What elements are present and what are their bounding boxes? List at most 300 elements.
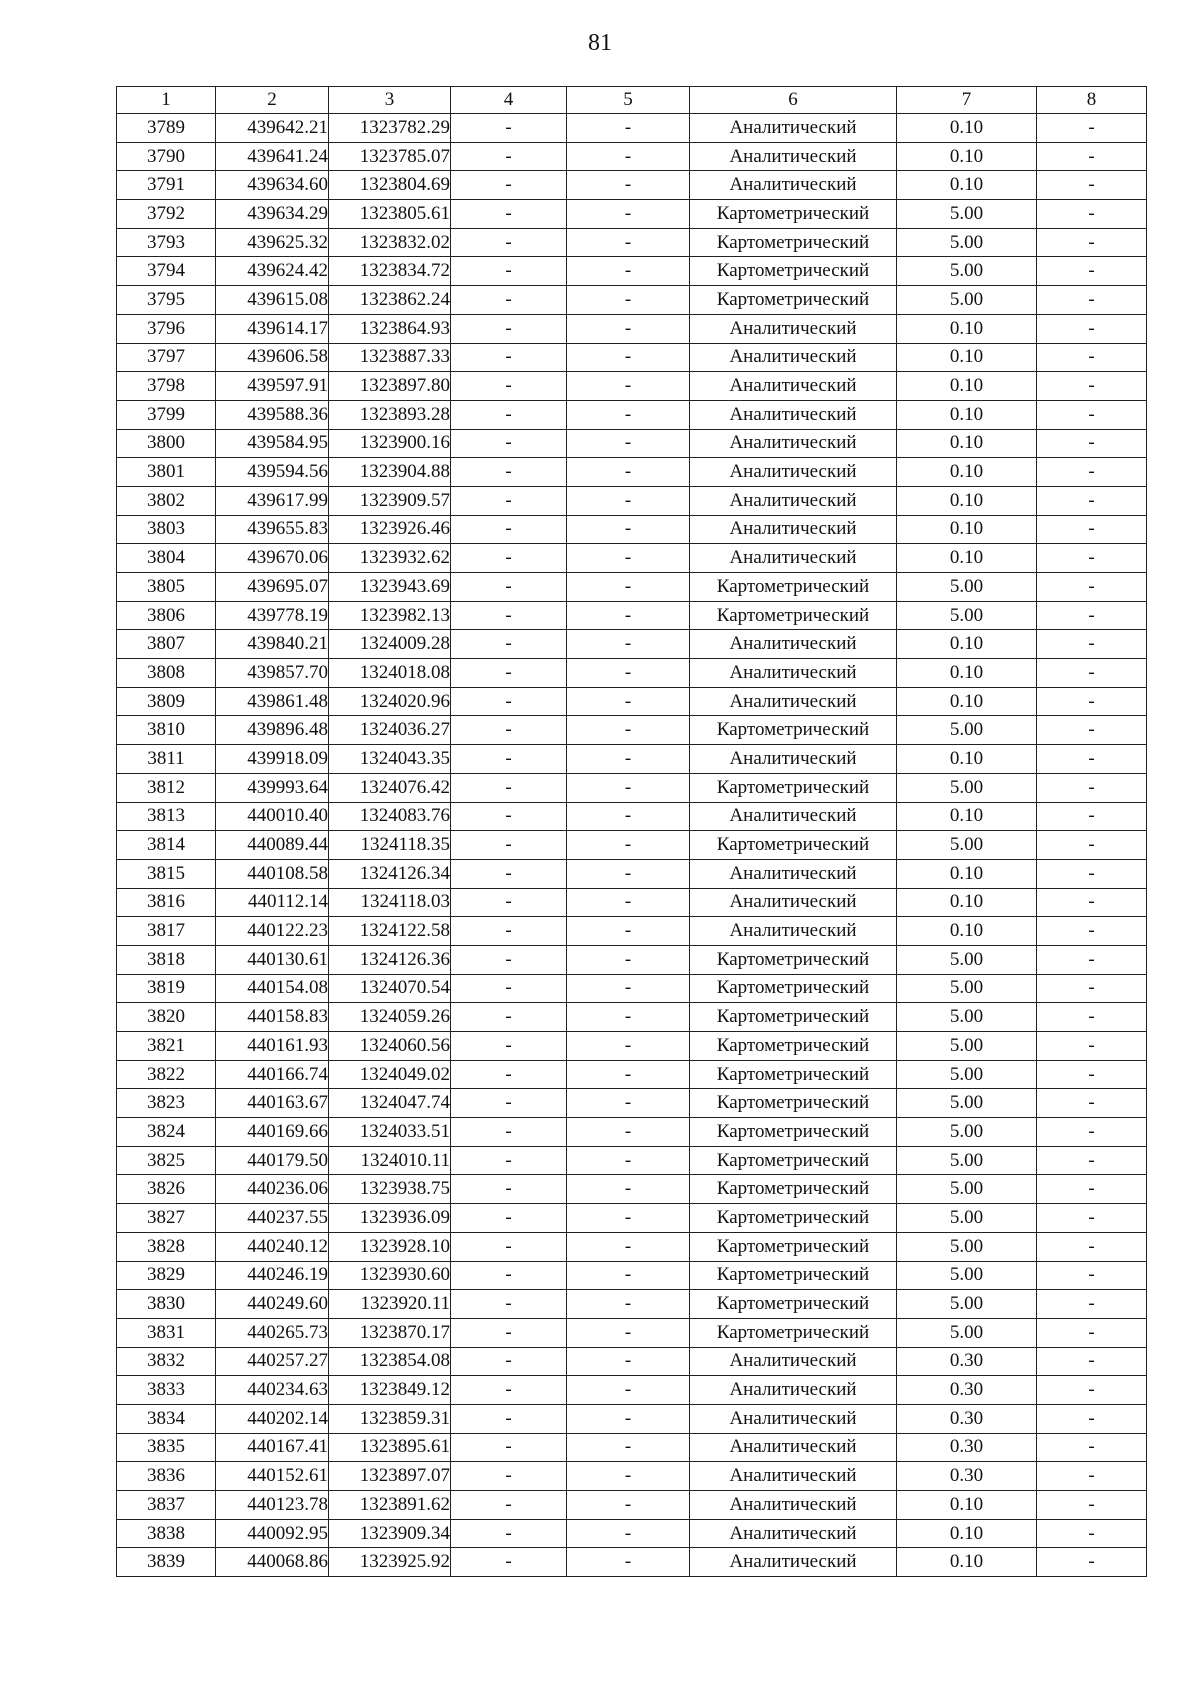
table-row bbox=[117, 1376, 1147, 1405]
accuracy-cell: 0.10 bbox=[897, 458, 1037, 487]
column-8-cell: - bbox=[1037, 1032, 1147, 1061]
point-number-cell: 3826 bbox=[117, 1175, 216, 1204]
x-coordinate-cell: 440122.23 bbox=[216, 917, 329, 946]
y-coordinate-cell: 1323936.09 bbox=[329, 1204, 451, 1233]
y-coordinate-cell: 1323900.16 bbox=[329, 429, 451, 458]
x-coordinate-cell: 440234.63 bbox=[216, 1376, 329, 1405]
column-8-cell: - bbox=[1037, 630, 1147, 659]
y-coordinate-cell: 1323804.69 bbox=[329, 171, 451, 200]
accuracy-cell: 5.00 bbox=[897, 1032, 1037, 1061]
x-coordinate-cell: 440202.14 bbox=[216, 1404, 329, 1433]
x-coordinate-cell: 439584.95 bbox=[216, 429, 329, 458]
column-8-cell: - bbox=[1037, 1204, 1147, 1233]
y-coordinate-cell: 1323832.02 bbox=[329, 228, 451, 257]
point-number-cell: 3835 bbox=[117, 1433, 216, 1462]
point-number-cell: 3797 bbox=[117, 343, 216, 372]
point-number-cell: 3790 bbox=[117, 142, 216, 171]
accuracy-cell: 0.10 bbox=[897, 1548, 1037, 1577]
accuracy-cell: 5.00 bbox=[897, 716, 1037, 745]
method-cell: Картометрический bbox=[690, 573, 897, 602]
accuracy-cell: 5.00 bbox=[897, 1089, 1037, 1118]
accuracy-cell: 5.00 bbox=[897, 1318, 1037, 1347]
y-coordinate-cell: 1323849.12 bbox=[329, 1376, 451, 1405]
column-8-cell: - bbox=[1037, 802, 1147, 831]
x-coordinate-cell: 440236.06 bbox=[216, 1175, 329, 1204]
x-coordinate-cell: 439597.91 bbox=[216, 372, 329, 401]
column-4-cell: - bbox=[451, 745, 567, 774]
x-coordinate-cell: 440154.08 bbox=[216, 974, 329, 1003]
column-8-cell: - bbox=[1037, 945, 1147, 974]
column-4-cell: - bbox=[451, 1376, 567, 1405]
y-coordinate-cell: 1323930.60 bbox=[329, 1261, 451, 1290]
y-coordinate-cell: 1323834.72 bbox=[329, 257, 451, 286]
column-5-cell: - bbox=[567, 515, 690, 544]
column-5-cell: - bbox=[567, 1204, 690, 1233]
accuracy-cell: 0.10 bbox=[897, 544, 1037, 573]
table-row bbox=[117, 1204, 1147, 1233]
column-header: 6 bbox=[690, 87, 897, 114]
column-5-cell: - bbox=[567, 257, 690, 286]
column-8-cell: - bbox=[1037, 888, 1147, 917]
y-coordinate-cell: 1324122.58 bbox=[329, 917, 451, 946]
table-header-row bbox=[117, 87, 1147, 114]
y-coordinate-cell: 1323943.69 bbox=[329, 573, 451, 602]
method-cell: Картометрический bbox=[690, 257, 897, 286]
table-row bbox=[117, 515, 1147, 544]
point-number-cell: 3813 bbox=[117, 802, 216, 831]
column-4-cell: - bbox=[451, 429, 567, 458]
x-coordinate-cell: 440237.55 bbox=[216, 1204, 329, 1233]
x-coordinate-cell: 439634.60 bbox=[216, 171, 329, 200]
method-cell: Картометрический bbox=[690, 1204, 897, 1233]
table-row bbox=[117, 630, 1147, 659]
column-8-cell: - bbox=[1037, 228, 1147, 257]
column-8-cell: - bbox=[1037, 1290, 1147, 1319]
column-8-cell: - bbox=[1037, 486, 1147, 515]
method-cell: Аналитический bbox=[690, 859, 897, 888]
column-4-cell: - bbox=[451, 228, 567, 257]
column-5-cell: - bbox=[567, 1118, 690, 1147]
table-row bbox=[117, 372, 1147, 401]
x-coordinate-cell: 439642.21 bbox=[216, 114, 329, 143]
y-coordinate-cell: 1323887.33 bbox=[329, 343, 451, 372]
table-row bbox=[117, 831, 1147, 860]
method-cell: Аналитический bbox=[690, 888, 897, 917]
x-coordinate-cell: 439993.64 bbox=[216, 773, 329, 802]
column-8-cell: - bbox=[1037, 114, 1147, 143]
column-4-cell: - bbox=[451, 1404, 567, 1433]
column-4-cell: - bbox=[451, 200, 567, 229]
method-cell: Картометрический bbox=[690, 1032, 897, 1061]
column-4-cell: - bbox=[451, 400, 567, 429]
table-row bbox=[117, 601, 1147, 630]
x-coordinate-cell: 440092.95 bbox=[216, 1519, 329, 1548]
column-4-cell: - bbox=[451, 458, 567, 487]
column-4-cell: - bbox=[451, 630, 567, 659]
accuracy-cell: 5.00 bbox=[897, 200, 1037, 229]
column-8-cell: - bbox=[1037, 458, 1147, 487]
method-cell: Аналитический bbox=[690, 659, 897, 688]
column-5-cell: - bbox=[567, 687, 690, 716]
point-number-cell: 3823 bbox=[117, 1089, 216, 1118]
column-8-cell: - bbox=[1037, 142, 1147, 171]
accuracy-cell: 5.00 bbox=[897, 1003, 1037, 1032]
accuracy-cell: 5.00 bbox=[897, 1290, 1037, 1319]
column-5-cell: - bbox=[567, 659, 690, 688]
column-5-cell: - bbox=[567, 228, 690, 257]
accuracy-cell: 0.10 bbox=[897, 659, 1037, 688]
point-number-cell: 3817 bbox=[117, 917, 216, 946]
column-4-cell: - bbox=[451, 659, 567, 688]
x-coordinate-cell: 439588.36 bbox=[216, 400, 329, 429]
method-cell: Аналитический bbox=[690, 314, 897, 343]
table-row bbox=[117, 1491, 1147, 1520]
column-8-cell: - bbox=[1037, 601, 1147, 630]
accuracy-cell: 5.00 bbox=[897, 1060, 1037, 1089]
table-row bbox=[117, 1290, 1147, 1319]
column-5-cell: - bbox=[567, 286, 690, 315]
x-coordinate-cell: 440163.67 bbox=[216, 1089, 329, 1118]
table-row bbox=[117, 1261, 1147, 1290]
column-5-cell: - bbox=[567, 802, 690, 831]
column-4-cell: - bbox=[451, 1548, 567, 1577]
accuracy-cell: 5.00 bbox=[897, 773, 1037, 802]
column-4-cell: - bbox=[451, 1433, 567, 1462]
table-row bbox=[117, 1433, 1147, 1462]
y-coordinate-cell: 1323862.24 bbox=[329, 286, 451, 315]
column-4-cell: - bbox=[451, 286, 567, 315]
table-row bbox=[117, 974, 1147, 1003]
accuracy-cell: 0.30 bbox=[897, 1376, 1037, 1405]
y-coordinate-cell: 1323897.07 bbox=[329, 1462, 451, 1491]
y-coordinate-cell: 1323864.93 bbox=[329, 314, 451, 343]
table-row bbox=[117, 1232, 1147, 1261]
column-4-cell: - bbox=[451, 1290, 567, 1319]
column-8-cell: - bbox=[1037, 716, 1147, 745]
column-5-cell: - bbox=[567, 1548, 690, 1577]
column-4-cell: - bbox=[451, 1519, 567, 1548]
x-coordinate-cell: 439778.19 bbox=[216, 601, 329, 630]
column-5-cell: - bbox=[567, 1232, 690, 1261]
method-cell: Картометрический bbox=[690, 200, 897, 229]
x-coordinate-cell: 439634.29 bbox=[216, 200, 329, 229]
column-header: 7 bbox=[897, 87, 1037, 114]
method-cell: Картометрический bbox=[690, 945, 897, 974]
column-4-cell: - bbox=[451, 1261, 567, 1290]
column-4-cell: - bbox=[451, 1462, 567, 1491]
x-coordinate-cell: 440179.50 bbox=[216, 1146, 329, 1175]
column-8-cell: - bbox=[1037, 917, 1147, 946]
table-row bbox=[117, 458, 1147, 487]
column-4-cell: - bbox=[451, 1146, 567, 1175]
point-number-cell: 3839 bbox=[117, 1548, 216, 1577]
y-coordinate-cell: 1323785.07 bbox=[329, 142, 451, 171]
accuracy-cell: 0.10 bbox=[897, 859, 1037, 888]
accuracy-cell: 0.10 bbox=[897, 114, 1037, 143]
column-5-cell: - bbox=[567, 1175, 690, 1204]
y-coordinate-cell: 1324076.42 bbox=[329, 773, 451, 802]
point-number-cell: 3793 bbox=[117, 228, 216, 257]
y-coordinate-cell: 1324083.76 bbox=[329, 802, 451, 831]
column-5-cell: - bbox=[567, 1089, 690, 1118]
y-coordinate-cell: 1323909.57 bbox=[329, 486, 451, 515]
table-row bbox=[117, 1060, 1147, 1089]
column-8-cell: - bbox=[1037, 1376, 1147, 1405]
method-cell: Аналитический bbox=[690, 630, 897, 659]
y-coordinate-cell: 1323895.61 bbox=[329, 1433, 451, 1462]
accuracy-cell: 0.30 bbox=[897, 1462, 1037, 1491]
table-row bbox=[117, 1404, 1147, 1433]
method-cell: Аналитический bbox=[690, 114, 897, 143]
column-8-cell: - bbox=[1037, 1089, 1147, 1118]
column-8-cell: - bbox=[1037, 1404, 1147, 1433]
y-coordinate-cell: 1324060.56 bbox=[329, 1032, 451, 1061]
point-number-cell: 3801 bbox=[117, 458, 216, 487]
point-number-cell: 3830 bbox=[117, 1290, 216, 1319]
accuracy-cell: 5.00 bbox=[897, 1118, 1037, 1147]
method-cell: Картометрический bbox=[690, 228, 897, 257]
accuracy-cell: 0.10 bbox=[897, 888, 1037, 917]
point-number-cell: 3838 bbox=[117, 1519, 216, 1548]
point-number-cell: 3822 bbox=[117, 1060, 216, 1089]
point-number-cell: 3806 bbox=[117, 601, 216, 630]
accuracy-cell: 5.00 bbox=[897, 945, 1037, 974]
column-4-cell: - bbox=[451, 716, 567, 745]
method-cell: Картометрический bbox=[690, 1089, 897, 1118]
accuracy-cell: 5.00 bbox=[897, 257, 1037, 286]
column-5-cell: - bbox=[567, 200, 690, 229]
point-number-cell: 3789 bbox=[117, 114, 216, 143]
point-number-cell: 3827 bbox=[117, 1204, 216, 1233]
method-cell: Аналитический bbox=[690, 343, 897, 372]
x-coordinate-cell: 439614.17 bbox=[216, 314, 329, 343]
column-4-cell: - bbox=[451, 1204, 567, 1233]
column-4-cell: - bbox=[451, 544, 567, 573]
point-number-cell: 3808 bbox=[117, 659, 216, 688]
accuracy-cell: 0.10 bbox=[897, 314, 1037, 343]
x-coordinate-cell: 439615.08 bbox=[216, 286, 329, 315]
method-cell: Картометрический bbox=[690, 286, 897, 315]
point-number-cell: 3825 bbox=[117, 1146, 216, 1175]
point-number-cell: 3824 bbox=[117, 1118, 216, 1147]
y-coordinate-cell: 1324126.34 bbox=[329, 859, 451, 888]
x-coordinate-cell: 440152.61 bbox=[216, 1462, 329, 1491]
column-5-cell: - bbox=[567, 773, 690, 802]
column-header: 1 bbox=[117, 87, 216, 114]
y-coordinate-cell: 1324059.26 bbox=[329, 1003, 451, 1032]
y-coordinate-cell: 1324010.11 bbox=[329, 1146, 451, 1175]
x-coordinate-cell: 439695.07 bbox=[216, 573, 329, 602]
column-4-cell: - bbox=[451, 1060, 567, 1089]
x-coordinate-cell: 440010.40 bbox=[216, 802, 329, 831]
table-row bbox=[117, 200, 1147, 229]
method-cell: Аналитический bbox=[690, 458, 897, 487]
x-coordinate-cell: 439594.56 bbox=[216, 458, 329, 487]
y-coordinate-cell: 1323782.29 bbox=[329, 114, 451, 143]
column-8-cell: - bbox=[1037, 659, 1147, 688]
column-5-cell: - bbox=[567, 601, 690, 630]
point-number-cell: 3809 bbox=[117, 687, 216, 716]
method-cell: Аналитический bbox=[690, 1519, 897, 1548]
x-coordinate-cell: 440068.86 bbox=[216, 1548, 329, 1577]
accuracy-cell: 0.30 bbox=[897, 1433, 1037, 1462]
point-number-cell: 3791 bbox=[117, 171, 216, 200]
accuracy-cell: 0.10 bbox=[897, 171, 1037, 200]
column-4-cell: - bbox=[451, 171, 567, 200]
y-coordinate-cell: 1324049.02 bbox=[329, 1060, 451, 1089]
column-4-cell: - bbox=[451, 314, 567, 343]
method-cell: Аналитический bbox=[690, 400, 897, 429]
column-5-cell: - bbox=[567, 1347, 690, 1376]
column-8-cell: - bbox=[1037, 1146, 1147, 1175]
method-cell: Аналитический bbox=[690, 1376, 897, 1405]
y-coordinate-cell: 1323893.28 bbox=[329, 400, 451, 429]
x-coordinate-cell: 440161.93 bbox=[216, 1032, 329, 1061]
column-8-cell: - bbox=[1037, 974, 1147, 1003]
column-5-cell: - bbox=[567, 544, 690, 573]
column-8-cell: - bbox=[1037, 1175, 1147, 1204]
column-5-cell: - bbox=[567, 745, 690, 774]
table-row bbox=[117, 1032, 1147, 1061]
y-coordinate-cell: 1323982.13 bbox=[329, 601, 451, 630]
accuracy-cell: 0.30 bbox=[897, 1347, 1037, 1376]
method-cell: Аналитический bbox=[690, 1347, 897, 1376]
column-4-cell: - bbox=[451, 515, 567, 544]
table-row bbox=[117, 1003, 1147, 1032]
method-cell: Картометрический bbox=[690, 773, 897, 802]
column-4-cell: - bbox=[451, 974, 567, 1003]
x-coordinate-cell: 440123.78 bbox=[216, 1491, 329, 1520]
column-5-cell: - bbox=[567, 1433, 690, 1462]
column-5-cell: - bbox=[567, 974, 690, 1003]
method-cell: Аналитический bbox=[690, 544, 897, 573]
column-8-cell: - bbox=[1037, 773, 1147, 802]
accuracy-cell: 5.00 bbox=[897, 1146, 1037, 1175]
table-row bbox=[117, 687, 1147, 716]
y-coordinate-cell: 1324036.27 bbox=[329, 716, 451, 745]
table-row bbox=[117, 1118, 1147, 1147]
x-coordinate-cell: 439840.21 bbox=[216, 630, 329, 659]
point-number-cell: 3831 bbox=[117, 1318, 216, 1347]
table-row bbox=[117, 659, 1147, 688]
column-5-cell: - bbox=[567, 859, 690, 888]
y-coordinate-cell: 1323904.88 bbox=[329, 458, 451, 487]
column-8-cell: - bbox=[1037, 859, 1147, 888]
accuracy-cell: 5.00 bbox=[897, 573, 1037, 602]
y-coordinate-cell: 1324009.28 bbox=[329, 630, 451, 659]
method-cell: Картометрический bbox=[690, 1118, 897, 1147]
x-coordinate-cell: 440112.14 bbox=[216, 888, 329, 917]
column-8-cell: - bbox=[1037, 1003, 1147, 1032]
column-8-cell: - bbox=[1037, 200, 1147, 229]
accuracy-cell: 0.10 bbox=[897, 486, 1037, 515]
column-8-cell: - bbox=[1037, 1462, 1147, 1491]
point-number-cell: 3834 bbox=[117, 1404, 216, 1433]
accuracy-cell: 0.10 bbox=[897, 917, 1037, 946]
accuracy-cell: 5.00 bbox=[897, 601, 1037, 630]
point-number-cell: 3812 bbox=[117, 773, 216, 802]
accuracy-cell: 0.10 bbox=[897, 142, 1037, 171]
method-cell: Картометрический bbox=[690, 1232, 897, 1261]
column-8-cell: - bbox=[1037, 687, 1147, 716]
point-number-cell: 3821 bbox=[117, 1032, 216, 1061]
column-4-cell: - bbox=[451, 573, 567, 602]
method-cell: Аналитический bbox=[690, 917, 897, 946]
point-number-cell: 3796 bbox=[117, 314, 216, 343]
y-coordinate-cell: 1324018.08 bbox=[329, 659, 451, 688]
y-coordinate-cell: 1323938.75 bbox=[329, 1175, 451, 1204]
table-row bbox=[117, 745, 1147, 774]
column-4-cell: - bbox=[451, 1175, 567, 1204]
method-cell: Аналитический bbox=[690, 515, 897, 544]
column-4-cell: - bbox=[451, 1347, 567, 1376]
column-8-cell: - bbox=[1037, 1519, 1147, 1548]
point-number-cell: 3807 bbox=[117, 630, 216, 659]
method-cell: Аналитический bbox=[690, 687, 897, 716]
column-8-cell: - bbox=[1037, 515, 1147, 544]
method-cell: Аналитический bbox=[690, 171, 897, 200]
column-4-cell: - bbox=[451, 601, 567, 630]
y-coordinate-cell: 1323928.10 bbox=[329, 1232, 451, 1261]
point-number-cell: 3833 bbox=[117, 1376, 216, 1405]
column-5-cell: - bbox=[567, 945, 690, 974]
x-coordinate-cell: 439670.06 bbox=[216, 544, 329, 573]
y-coordinate-cell: 1323925.92 bbox=[329, 1548, 451, 1577]
coordinates-table bbox=[116, 86, 1147, 1577]
method-cell: Аналитический bbox=[690, 142, 897, 171]
column-4-cell: - bbox=[451, 687, 567, 716]
point-number-cell: 3794 bbox=[117, 257, 216, 286]
column-4-cell: - bbox=[451, 831, 567, 860]
table-row bbox=[117, 573, 1147, 602]
y-coordinate-cell: 1324020.96 bbox=[329, 687, 451, 716]
column-4-cell: - bbox=[451, 114, 567, 143]
table-row bbox=[117, 486, 1147, 515]
point-number-cell: 3832 bbox=[117, 1347, 216, 1376]
table-row bbox=[117, 544, 1147, 573]
column-8-cell: - bbox=[1037, 1347, 1147, 1376]
accuracy-cell: 5.00 bbox=[897, 831, 1037, 860]
column-4-cell: - bbox=[451, 1491, 567, 1520]
table-row bbox=[117, 114, 1147, 143]
accuracy-cell: 5.00 bbox=[897, 1204, 1037, 1233]
column-8-cell: - bbox=[1037, 1232, 1147, 1261]
y-coordinate-cell: 1323920.11 bbox=[329, 1290, 451, 1319]
point-number-cell: 3816 bbox=[117, 888, 216, 917]
column-5-cell: - bbox=[567, 1003, 690, 1032]
column-8-cell: - bbox=[1037, 171, 1147, 200]
x-coordinate-cell: 439857.70 bbox=[216, 659, 329, 688]
point-number-cell: 3792 bbox=[117, 200, 216, 229]
point-number-cell: 3804 bbox=[117, 544, 216, 573]
accuracy-cell: 0.30 bbox=[897, 1404, 1037, 1433]
column-8-cell: - bbox=[1037, 831, 1147, 860]
method-cell: Картометрический bbox=[690, 1290, 897, 1319]
point-number-cell: 3814 bbox=[117, 831, 216, 860]
x-coordinate-cell: 440240.12 bbox=[216, 1232, 329, 1261]
column-8-cell: - bbox=[1037, 400, 1147, 429]
y-coordinate-cell: 1323891.62 bbox=[329, 1491, 451, 1520]
method-cell: Аналитический bbox=[690, 429, 897, 458]
column-4-cell: - bbox=[451, 945, 567, 974]
column-4-cell: - bbox=[451, 888, 567, 917]
column-5-cell: - bbox=[567, 630, 690, 659]
column-4-cell: - bbox=[451, 773, 567, 802]
column-5-cell: - bbox=[567, 831, 690, 860]
x-coordinate-cell: 439861.48 bbox=[216, 687, 329, 716]
table-row bbox=[117, 228, 1147, 257]
x-coordinate-cell: 440257.27 bbox=[216, 1347, 329, 1376]
